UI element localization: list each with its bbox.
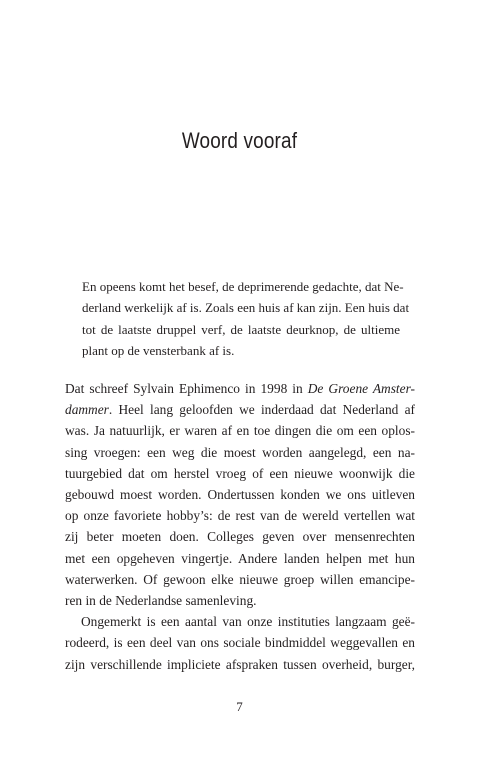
quote-line: plant op de vensterbank af is. bbox=[82, 342, 235, 358]
body-line: gebouwd moest worden. Ondertussen konden we ons uitleven bbox=[65, 487, 415, 503]
quote-line: derland werkelijk af is. Zoals een huis af kan zijn. Een huis dat bbox=[82, 300, 410, 316]
body-line: ren in de Nederlandse samenleving. bbox=[65, 593, 257, 609]
body-line: op onze favoriete hobby’s: de rest van de wereld vertellen wat bbox=[65, 508, 415, 524]
body-text-run: . Heel lang geloofden we inderdaad dat Nederland af bbox=[108, 402, 415, 418]
body-line: waterwerken. Of gewoon elke nieuwe groep willen emancipe- bbox=[65, 571, 415, 587]
body-line: rodeerd, is een deel van ons sociale bindmiddel weggevallen en bbox=[65, 635, 415, 651]
quote-line: tot de laatste druppel verf, de laatste deurknop, de ultieme bbox=[82, 321, 400, 337]
magazine-title-continued: dammer bbox=[65, 402, 109, 418]
magazine-title: De Groene Amster- bbox=[307, 381, 415, 396]
quote-line: En opeens komt het besef, de deprimerende gedachte, dat Ne- bbox=[82, 279, 404, 294]
chapter-title: Woord vooraf bbox=[181, 128, 298, 153]
body-line: zijn verschillende impliciete afspraken tussen overheid, burger, bbox=[65, 656, 415, 672]
body-line bbox=[65, 378, 415, 399]
body-line: tuurgebied dat om herstel vroeg of een nieuwe woonwijk die bbox=[65, 465, 415, 481]
body-text bbox=[65, 378, 415, 675]
body-line bbox=[65, 399, 415, 420]
body-line: zij beter moeten doen. Colleges geven over mensenrechten bbox=[65, 529, 415, 545]
body-line: was. Ja natuurlijk, er waren af en toe dingen die om een oplos- bbox=[65, 423, 415, 439]
body-text-run: Dat schreef Sylvain Ephimenco in 1998 in bbox=[65, 381, 308, 396]
body-line: met een opgeheven vingertje. Andere landen helpen met hun bbox=[65, 550, 415, 566]
body-line: Ongemerkt is een aantal van onze instituties langzaam geë- bbox=[81, 614, 415, 630]
body-line: sing vroegen: een weg die moest worden aangelegd, een na- bbox=[65, 444, 415, 460]
epigraph-quote bbox=[82, 276, 410, 361]
page-number: 7 bbox=[236, 699, 243, 714]
